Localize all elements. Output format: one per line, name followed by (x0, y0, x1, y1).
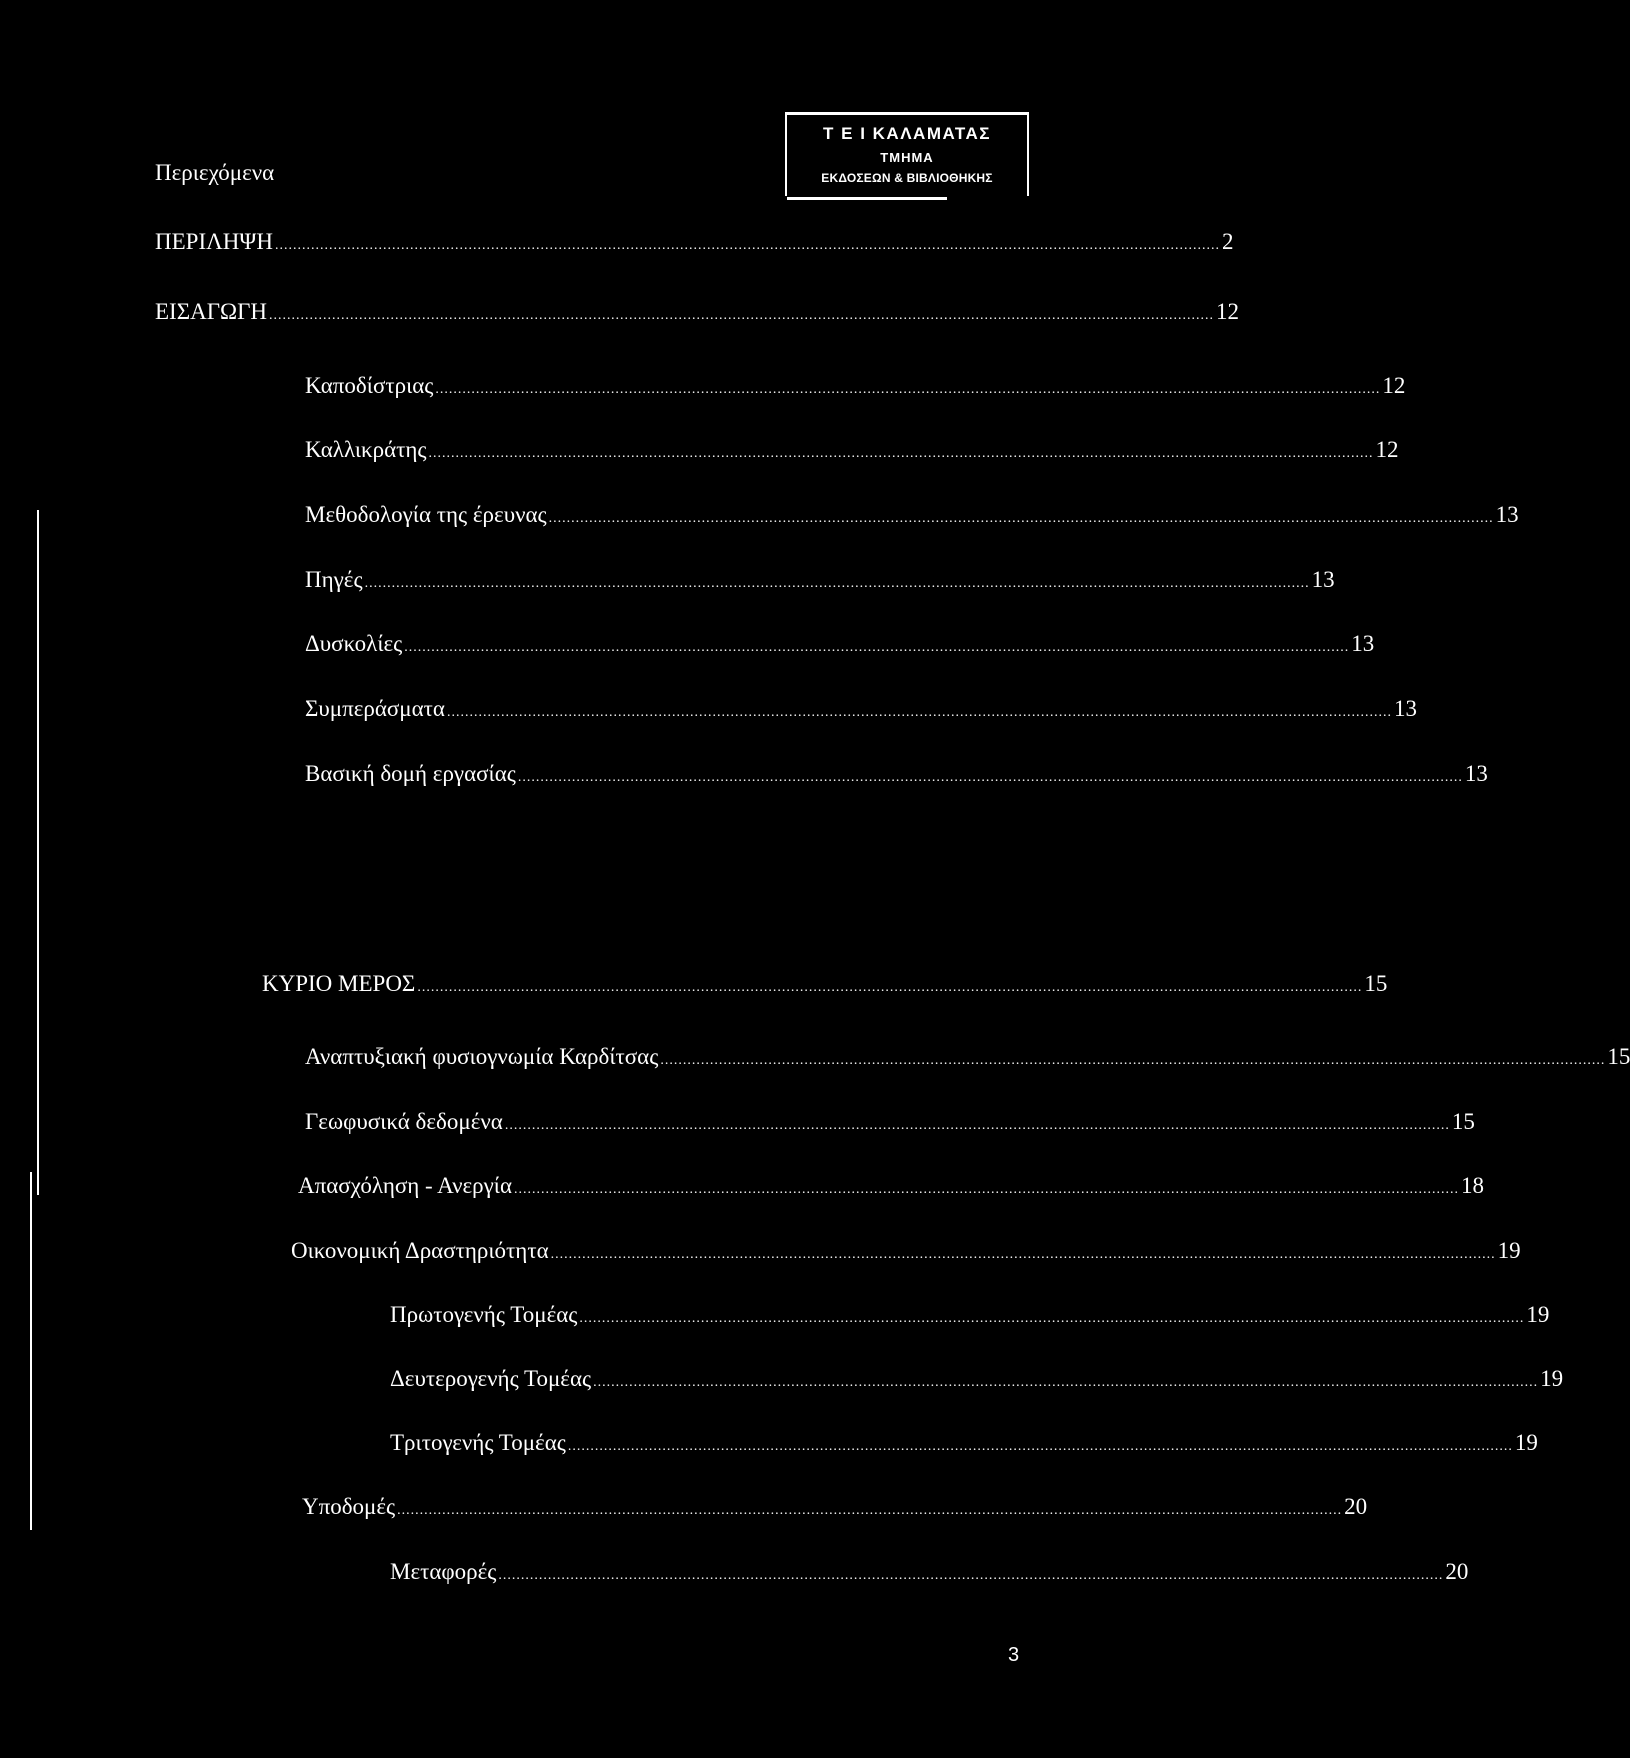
dot-leader: .................................................................................................................................................................................................................. (548, 511, 1494, 526)
toc-entry-page: 19 (1526, 1302, 1550, 1327)
toc-entry-page: 12 (1382, 373, 1406, 398)
toc-entry-kapodistrias[interactable] (305, 371, 1406, 405)
toc-entry-page: 20 (1344, 1494, 1368, 1519)
toc-entry-page: 15 (1607, 1044, 1630, 1069)
toc-entry-page: 18 (1461, 1173, 1485, 1198)
toc-entry-geofysika[interactable] (305, 1107, 1475, 1141)
dot-leader: .................................................................................................................................................................................................................. (397, 1503, 1343, 1518)
toc-entry-page: 13 (1495, 502, 1519, 527)
dot-leader: .................................................................................................................................................................................................................. (579, 1311, 1525, 1326)
stamp-line-department: ΤΜΗΜΑ (880, 150, 934, 165)
stamp-underline (787, 197, 947, 200)
toc-entry-tritogenis[interactable] (390, 1428, 1538, 1462)
toc-entry-page: 19 (1514, 1430, 1538, 1455)
toc-entry-title: Απασχόληση - Ανεργία (298, 1173, 513, 1198)
toc-entry-title: ΚΥΡΙΟ ΜΕΡΟΣ (262, 971, 416, 996)
toc-entry-defterogenis[interactable] (390, 1364, 1564, 1398)
toc-entry-title: Μεθοδολογία της έρευνας (305, 502, 547, 527)
dot-leader: .................................................................................................................................................................................................................. (517, 770, 1463, 785)
page-number: 3 (1008, 1644, 1020, 1666)
toc-entry-title: Δευτερογενής Τομέας (390, 1366, 592, 1391)
toc-entry-page: 19 (1497, 1238, 1521, 1263)
toc-entry-kyrio-meros[interactable] (262, 969, 1388, 1003)
toc-entry-title: Πηγές (305, 567, 363, 592)
toc-entry-vasiki-domi[interactable] (305, 759, 1488, 793)
dot-leader: .................................................................................................................................................................................................................. (504, 1118, 1450, 1133)
dot-leader: .................................................................................................................................................................................................................. (593, 1375, 1539, 1390)
toc-entry-ypodomes[interactable] (302, 1492, 1368, 1526)
toc-entry-anaptyxiaki[interactable] (305, 1042, 1630, 1076)
toc-entry-page: 13 (1351, 631, 1375, 656)
toc-entry-title: Πρωτογενής Τομέας (390, 1302, 578, 1327)
dot-leader: .................................................................................................................................................................................................................. (660, 1053, 1606, 1068)
toc-entry-title: Δυσκολίες (305, 631, 403, 656)
toc-entry-title: Οικονομική Δραστηριότητα (291, 1238, 549, 1263)
toc-entry-piges[interactable] (305, 565, 1335, 599)
toc-entry-title: Γεωφυσικά δεδομένα (305, 1109, 503, 1134)
toc-entry-title: ΕΙΣΑΓΩΓΗ (155, 299, 268, 324)
dot-leader: .................................................................................................................................................................................................................. (274, 238, 1220, 253)
toc-entry-title: Καλλικράτης (305, 437, 427, 462)
toc-entry-page: 13 (1464, 761, 1488, 786)
page-title: Περιεχόμενα (155, 160, 275, 185)
toc-entry-oikonomiki[interactable] (291, 1236, 1521, 1270)
toc-entry-metafores[interactable] (390, 1557, 1469, 1591)
toc-entry-symperasmata[interactable] (305, 694, 1417, 728)
toc-entry-title: Υποδομές (302, 1494, 396, 1519)
toc-entry-title: Καποδίστριας (305, 373, 434, 398)
toc-entry-title: Τριτογενής Τομέας (390, 1430, 566, 1455)
toc-entry-periliipsi[interactable] (155, 227, 1234, 261)
toc-entry-protogenis[interactable] (390, 1300, 1550, 1334)
toc-entry-dyskolies[interactable] (305, 629, 1375, 663)
toc-entry-page: 13 (1311, 567, 1335, 592)
dot-leader: .................................................................................................................................................................................................................. (269, 308, 1215, 323)
toc-entry-eisagogi[interactable] (155, 297, 1240, 331)
toc-entry-page: 20 (1445, 1559, 1469, 1584)
dot-leader: .................................................................................................................................................................................................................. (364, 576, 1310, 591)
stamp-line-library: ΕΚΔΟΣΕΩΝ & ΒΙΒΛΙΟΘΗΚΗΣ (821, 171, 993, 185)
scan-margin-line (30, 1172, 32, 1530)
toc-entry-title: Μεταφορές (390, 1559, 497, 1584)
dot-leader: .................................................................................................................................................................................................................. (446, 705, 1392, 720)
toc-entry-title: ΠΕΡΙΛΗΨΗ (155, 229, 273, 254)
scan-margin-line (37, 510, 39, 1195)
toc-entry-page: 13 (1393, 696, 1417, 721)
toc-entry-methodologia[interactable] (305, 500, 1519, 534)
toc-entry-page: 19 (1540, 1366, 1564, 1391)
toc-entry-page: 15 (1364, 971, 1388, 996)
toc-entry-title: Συμπεράσματα (305, 696, 445, 721)
toc-entry-kallikratis[interactable] (305, 435, 1399, 469)
toc-entry-page: 15 (1451, 1109, 1475, 1134)
toc-entry-page: 12 (1375, 437, 1399, 462)
dot-leader: .................................................................................................................................................................................................................. (435, 382, 1381, 397)
toc-entry-title: Βασική δομή εργασίας (305, 761, 516, 786)
toc-entry-apasxolisi[interactable] (298, 1171, 1485, 1205)
dot-leader: .................................................................................................................................................................................................................. (550, 1247, 1496, 1262)
dot-leader: .................................................................................................................................................................................................................. (498, 1568, 1444, 1583)
dot-leader: .................................................................................................................................................................................................................. (428, 446, 1374, 461)
dot-leader: .................................................................................................................................................................................................................. (514, 1182, 1460, 1197)
library-stamp (785, 112, 1029, 196)
dot-leader: .................................................................................................................................................................................................................. (404, 640, 1350, 655)
stamp-line-institution: Τ Ε Ι ΚΑΛΑΜΑΤΑΣ (823, 124, 991, 143)
toc-entry-title: Αναπτυξιακή φυσιογνωμία Καρδίτσας (305, 1044, 659, 1069)
dot-leader: .................................................................................................................................................................................................................. (417, 980, 1363, 995)
dot-leader: .................................................................................................................................................................................................................. (567, 1439, 1513, 1454)
toc-entry-page: 12 (1216, 299, 1240, 324)
toc-entry-page: 2 (1221, 229, 1234, 254)
